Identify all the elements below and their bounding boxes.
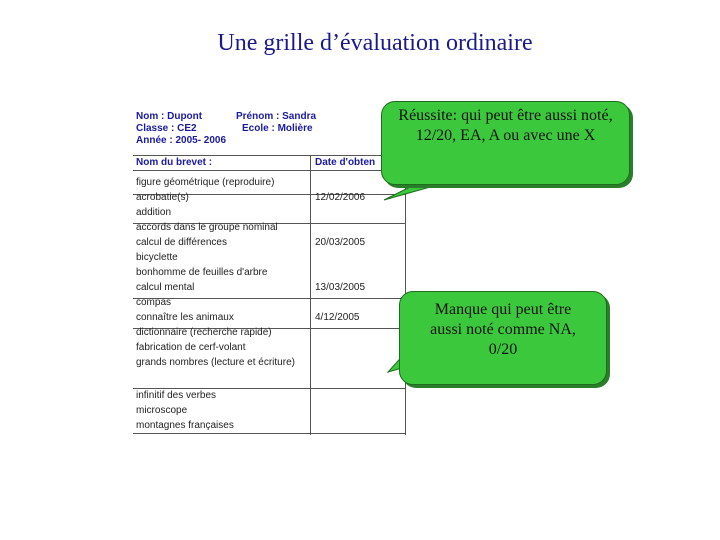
table-row: addition — [136, 207, 172, 218]
table-row: infinitif des verbes — [136, 390, 217, 401]
table-cell-date: 12/02/2006 — [315, 192, 366, 203]
table-cell-date: 13/03/2005 — [315, 282, 366, 293]
table-row: dictionnaire (recherche rapide) — [136, 327, 272, 338]
table-row: compas — [136, 297, 172, 308]
slide-title: Une grille d’évaluation ordinaire — [217, 30, 533, 56]
school-year: Année : 2005- 2006 — [136, 135, 227, 146]
table-row: microscope — [136, 405, 188, 416]
table-row: montagnes françaises — [136, 420, 234, 431]
callout-manque — [399, 291, 607, 385]
table-row: calcul de différences — [136, 237, 227, 248]
callout-reussite — [381, 101, 630, 185]
table-row: bonhomme de feuilles d'arbre — [136, 267, 268, 278]
student-firstname: Prénom : Sandra — [236, 111, 317, 122]
table-row: connaître les animaux — [136, 312, 234, 323]
column-header-date: Date d'obten — [315, 157, 376, 168]
table-cell-date: 4/12/2005 — [315, 312, 360, 323]
student-school: Ecole : Molière — [242, 123, 313, 134]
student-name: Nom : Dupont — [136, 111, 203, 122]
callout-reussite-text: Réussite: qui peut être aussi noté, 12/20, EA, A ou avec une X — [398, 107, 613, 144]
callout-manque-text: Manque qui peut être aussi noté comme NA, 0/20 — [430, 301, 576, 358]
table-row: fabrication de cerf-volant — [136, 342, 246, 353]
table-row: acrobatie(s) — [136, 192, 189, 203]
student-class: Classe : CE2 — [136, 123, 197, 134]
table-cell-date: 20/03/2005 — [315, 237, 366, 248]
table-row: grands nombres (lecture et écriture) — [136, 357, 295, 368]
column-header-brevet: Nom du brevet : — [136, 157, 213, 168]
table-row: calcul mental — [136, 282, 195, 293]
table-row: figure géométrique (reproduire) — [136, 177, 275, 188]
table-row: accords dans le groupe nominal — [136, 222, 278, 233]
table-row: bicyclette — [136, 252, 178, 263]
